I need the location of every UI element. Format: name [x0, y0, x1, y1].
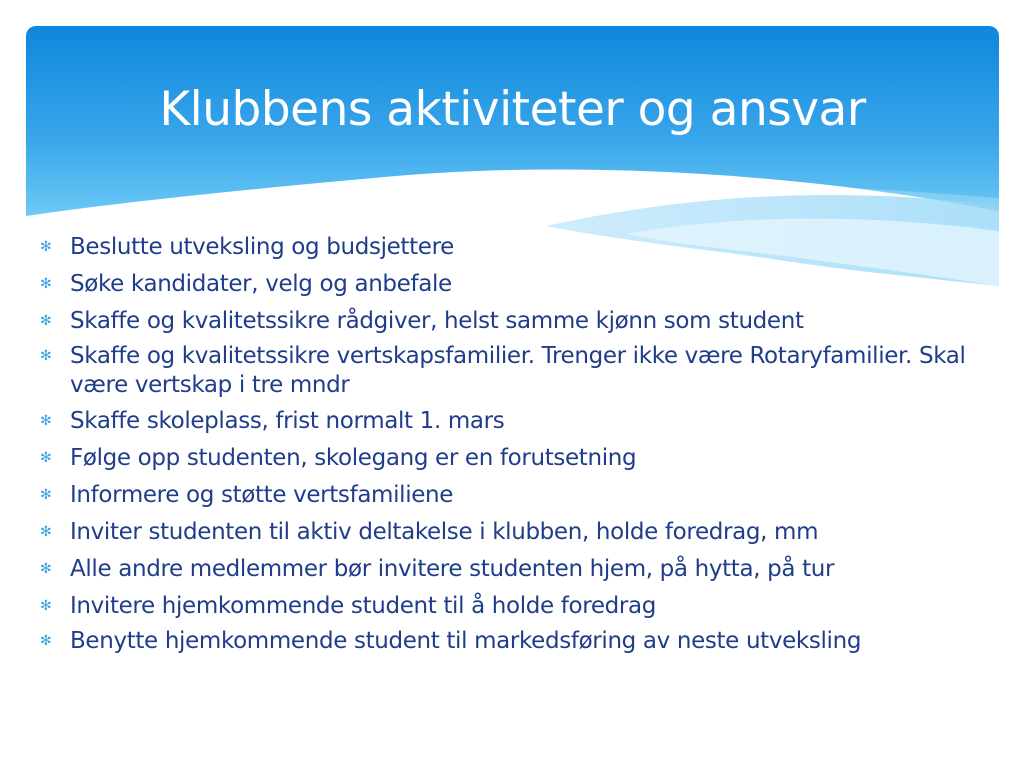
asterisk-icon: ✻: [40, 598, 52, 614]
bullet-text: Benytte hjemkommende student til markedsføring av neste utveksling: [70, 628, 862, 654]
bullet-text: Invitere hjemkommende student til å holde foredrag: [70, 593, 657, 619]
asterisk-icon: ✻: [40, 633, 52, 649]
bullet-text: Informere og støtte vertsfamiliene: [70, 482, 454, 508]
asterisk-icon: ✻: [40, 348, 52, 364]
bullet-item: [40, 442, 990, 474]
bullet-item: [40, 553, 990, 585]
bullet-text: Søke kandidater, velg og anbefale: [70, 271, 452, 297]
bullet-text: Skaffe og kvalitetssikre vertskapsfamilier. Trenger ikke være Rotaryfamilier. Skal være vertskap i tre mndr: [70, 343, 966, 398]
bullet-text: Beslutte utveksling og budsjettere: [70, 234, 454, 260]
bullet-item: [40, 305, 990, 337]
asterisk-icon: ✻: [40, 450, 52, 466]
bullet-text: Alle andre medlemmer bør invitere studenten hjem, på hytta, på tur: [70, 556, 835, 582]
bullet-item: [40, 342, 990, 400]
bullet-item: [40, 479, 990, 511]
bullet-item: [40, 516, 990, 548]
asterisk-icon: ✻: [40, 413, 52, 429]
asterisk-icon: ✻: [40, 561, 52, 577]
asterisk-icon: ✻: [40, 487, 52, 503]
bullet-text: Følge opp studenten, skolegang er en forutsetning: [70, 445, 637, 471]
bullet-item: [40, 627, 990, 656]
asterisk-icon: ✻: [40, 276, 52, 292]
asterisk-icon: ✻: [40, 239, 52, 255]
bullet-item: [40, 405, 990, 437]
asterisk-icon: ✻: [40, 524, 52, 540]
bullet-text: Skaffe skoleplass, frist normalt 1. mars: [70, 408, 505, 434]
bullet-item: [40, 231, 990, 263]
bullet-text: Inviter studenten til aktiv deltakelse i klubben, holde foredrag, mm: [70, 519, 819, 545]
slide-title: Klubbens aktiviteter og ansvar: [159, 82, 866, 137]
asterisk-icon: ✻: [40, 313, 52, 329]
bullet-item: [40, 590, 990, 622]
bullet-list: [40, 231, 990, 661]
bullet-text: Skaffe og kvalitetssikre rådgiver, helst samme kjønn som student: [70, 308, 804, 334]
bullet-item: [40, 268, 990, 300]
